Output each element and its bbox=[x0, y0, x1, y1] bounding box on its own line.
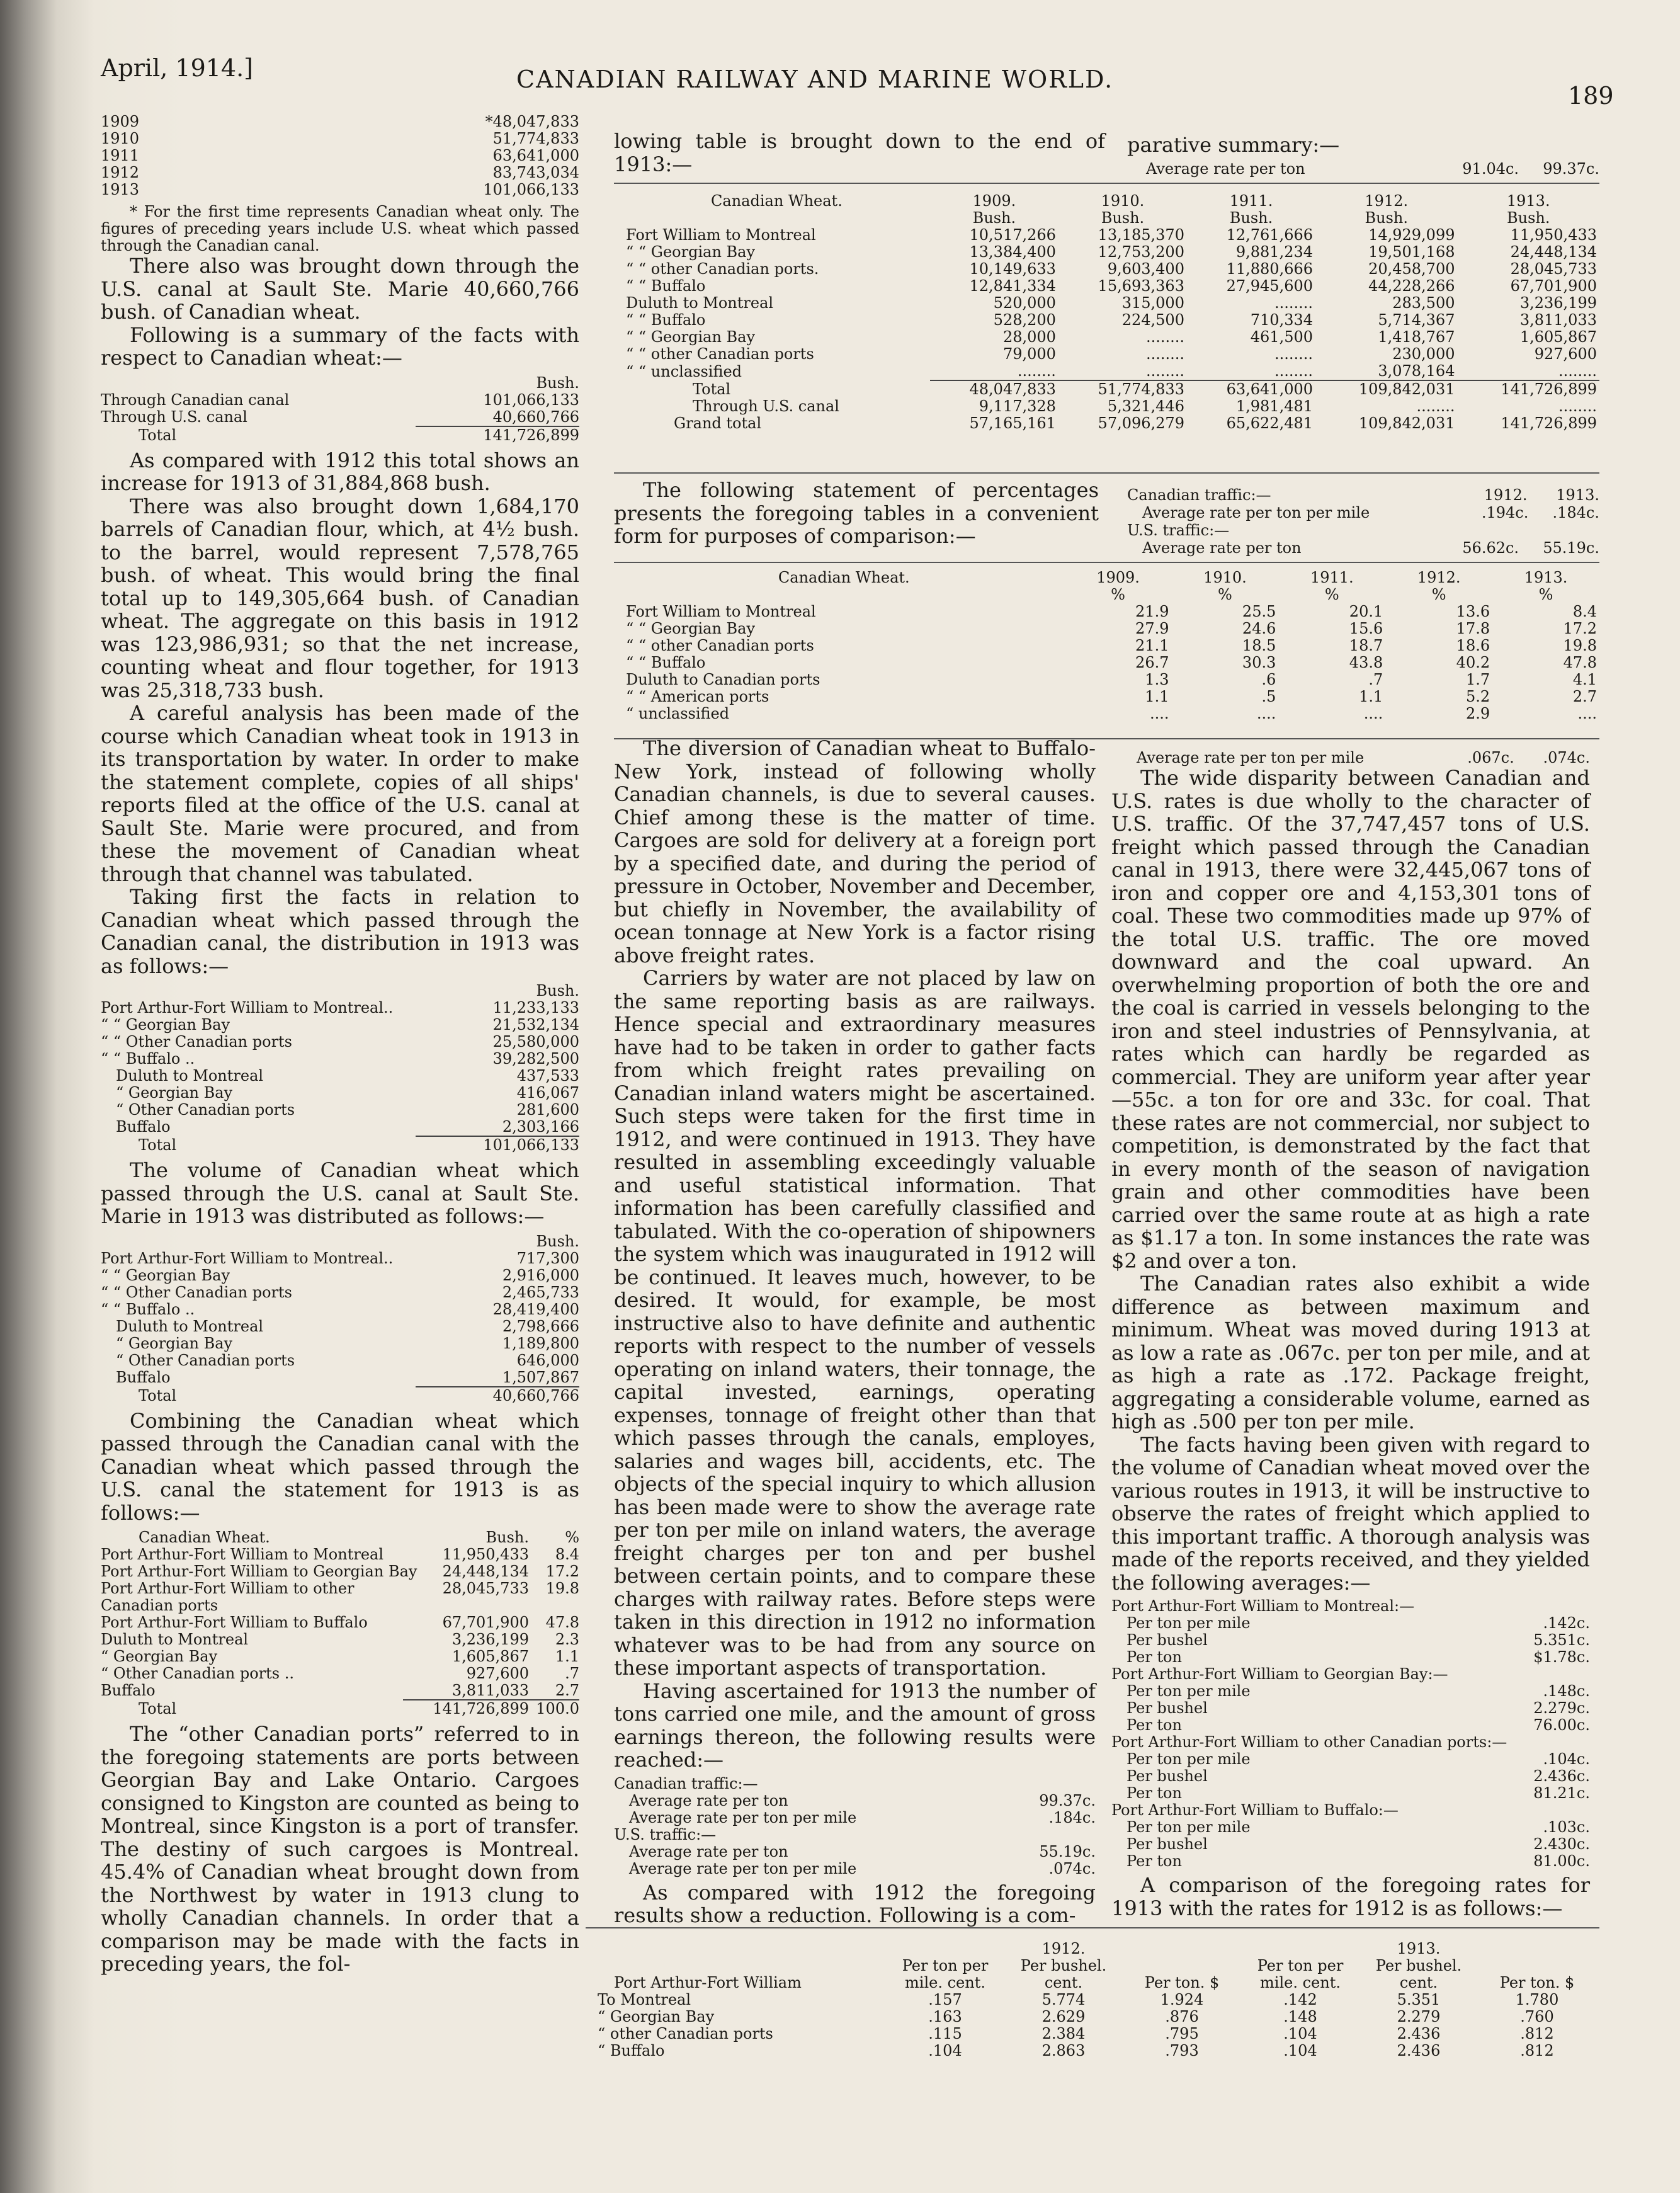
paragraph: As compared with 1912 the foregoing results show a reduction. Following is a com- bbox=[614, 1880, 1096, 1927]
header-date: April, 1914.] bbox=[101, 54, 254, 82]
table-row: “ “ other Canadian ports 79,000 ........ ........ 230,000 927,600 bbox=[626, 345, 1597, 363]
table-row: Through Canadian canal 101,066,133 bbox=[101, 390, 579, 409]
table-row: “ “ Buffalo .. 39,282,500 bbox=[101, 1050, 579, 1068]
table-row: “ “ Other Canadian ports 2,465,733 bbox=[101, 1283, 579, 1301]
summary-table bbox=[101, 375, 579, 444]
paragraph: Following is a summary of the facts with respect to Canadian wheat:— bbox=[101, 322, 579, 370]
table-row: Through U.S. canal 40,660,766 bbox=[101, 407, 579, 426]
paragraph: Having ascertained for 1913 the number of tons carried one mile, and the amount of gross earnings thereon, the following results were reached:— bbox=[614, 1678, 1096, 1772]
us-canal-table bbox=[101, 1233, 579, 1404]
route-heading: Port Arthur-Fort William to Buffalo:— bbox=[1111, 1801, 1399, 1819]
table-row: Port Arthur-Fort William to Montreal.. 717,300 bbox=[101, 1249, 579, 1267]
rate-row: Average rate per ton per mile .184c. bbox=[629, 1808, 1096, 1826]
table-row: “ “ Buffalo 528,200 224,500 710,334 5,714,367 3,811,033 bbox=[626, 311, 1597, 329]
footnote: * For the first time represents Canadian wheat only. The figures of preceding years include U.S. wheat which passed through the Canadian canal. bbox=[101, 203, 579, 254]
table-row: Duluth to Montreal 520,000 315,000 ........ 283,500 3,236,199 bbox=[626, 294, 1597, 312]
rate-row: Per ton 76.00c. bbox=[1127, 1716, 1590, 1734]
table-row: Port Arthur-Fort William to Buffalo 67,701,900 47.8 bbox=[101, 1614, 579, 1631]
total-row: Total 40,660,766 bbox=[139, 1386, 579, 1404]
table-row: Port Arthur-Fort William to Montreal 11,950,433 8.4 bbox=[101, 1546, 579, 1563]
total-row: Total 141,726,899 bbox=[139, 426, 579, 444]
rate-comparison-table bbox=[595, 1937, 1596, 2063]
paragraph: parative summary:— bbox=[1127, 133, 1340, 157]
wheat-movement-table bbox=[623, 189, 1599, 436]
table-head: Canadian Wheat. 1909. 1910. 1911. 1912. 1913. bbox=[711, 192, 1550, 210]
rate-row: Per bushel 2.436c. bbox=[1127, 1767, 1590, 1785]
page-number: 189 bbox=[1568, 82, 1614, 110]
canadian-canal-table bbox=[101, 983, 579, 1154]
table-row: “ Other Canadian ports 646,000 bbox=[116, 1351, 579, 1369]
paragraph: The facts having been given with regard to the volume of Canadian wheat moved over the various routes in 1913, it will be instructive to observe the rates of freight which applied to this important traffic. A thorough analysis was made of the reports received, and they yielded the following averages:— bbox=[1111, 1432, 1590, 1595]
table-row: “ “ Georgian Bay 13,384,400 12,753,200 9,881,234 19,501,168 24,448,134 bbox=[626, 243, 1597, 261]
route-heading: Port Arthur-Fort William to Georgian Bay:— bbox=[1111, 1665, 1448, 1683]
table-row: “ unclassified .... .... .... 2.9 .... bbox=[626, 705, 1597, 722]
year-head: 1912. 1913. bbox=[1041, 1940, 1441, 1957]
year-row: 1913 101,066,133 bbox=[101, 181, 579, 198]
total-row: Total 48,047,833 51,774,833 63,641,000 109,842,031 141,726,899 bbox=[623, 380, 1599, 398]
column-2 bbox=[614, 737, 1096, 1927]
table-row: “ “ Buffalo .. 28,419,400 bbox=[101, 1300, 579, 1318]
rate-row: Per ton per mile .142c. bbox=[1127, 1614, 1590, 1632]
table-row: Buffalo 3,811,033 2.7 bbox=[101, 1682, 579, 1699]
unit-row: Bush. Bush. Bush. Bush. Bush. bbox=[972, 209, 1550, 227]
table-row: “ “ Georgian Bay 27.9 24.6 15.6 17.8 17.2 bbox=[626, 620, 1597, 637]
paragraph: Combining the Canadian wheat which passed through the Canadian canal with the Canadian wheat which passed through the U.S. canal the statement for 1913 is as follows:— bbox=[101, 1408, 579, 1525]
table-row: Fort William to Montreal 21.9 25.5 20.1 13.6 8.4 bbox=[626, 603, 1597, 620]
table-row: “ “ Other Canadian ports 25,580,000 bbox=[101, 1033, 579, 1051]
year-row: 1910 51,774,833 bbox=[101, 130, 579, 147]
table-row: “ “ other Canadian ports 21.1 18.5 18.7 18.6 19.8 bbox=[626, 637, 1597, 654]
rate-row: Per bushel 2.279c. bbox=[1127, 1699, 1590, 1717]
rate-row: Per bushel 2.430c. bbox=[1127, 1835, 1590, 1853]
paragraph: lowing table is brought down to the end of 1913:— bbox=[614, 129, 1105, 176]
table-row: “ Other Canadian ports 281,600 bbox=[116, 1101, 579, 1119]
table-row: “ “ Georgian Bay 21,532,134 bbox=[101, 1016, 579, 1034]
table-row: To Montreal .157 5.774 1.924 .142 5.351 1.780 bbox=[598, 1991, 1559, 2008]
year-row: 1909 *48,047,833 bbox=[101, 113, 579, 130]
percentage-table bbox=[623, 566, 1599, 726]
table-row: “ Buffalo .104 2.863 .793 .104 2.436 .812 bbox=[598, 2042, 1554, 2059]
table-row: “ Other Canadian ports .. 927,600 .7 bbox=[101, 1665, 579, 1682]
table-head: Canadian Wheat. 1909. 1910. 1911. 1912. 1913. bbox=[778, 569, 1568, 586]
rate-row: Per ton 81.21c. bbox=[1127, 1784, 1590, 1802]
route-rates bbox=[1111, 1598, 1590, 1870]
paragraph: The “other Canadian ports” referred to in the foregoing statements are ports between Georgian Bay and Lake Ontario. Cargoes consigned to Kingston are counted as being to Montreal, since Kingston is a port of transfer. The destiny of such cargoes is Montreal. 45.4% of Canadian wheat brought down from the Northwest by water in 1913 clung to wholly Canadian channels. In order that a comparison may be made with the facts in preceding years, the fol- bbox=[101, 1722, 579, 1976]
avg-rate-line: Average rate per ton per mile .067c. .074c. bbox=[1137, 749, 1590, 766]
rates-mid: Canadian traffic:— 1912. 1913. Average rate per ton per mile .194c. .184c. U.S. traffic:— Average rate per ton 56.62c. 55.19c. bbox=[1127, 486, 1599, 557]
table-row: Port Arthur-Fort William to Montreal.. 11,233,133 bbox=[101, 999, 579, 1017]
table-row: “ “ Buffalo 26.7 30.3 43.8 40.2 47.8 bbox=[626, 654, 1597, 671]
year-row: 1911 63,641,000 bbox=[101, 147, 579, 164]
table-row: Buffalo 1,507,867 bbox=[116, 1368, 579, 1386]
paragraph: The following statement of percentages presents the foregoing tables in a convenient form for purposes of comparison:— bbox=[614, 478, 1099, 548]
table-row: Duluth to Montreal 3,236,199 2.3 bbox=[101, 1631, 579, 1648]
table-row: “ Georgian Bay 1,605,867 1.1 bbox=[101, 1648, 579, 1665]
unit-label: Bush. bbox=[536, 982, 579, 1000]
table-row: Buffalo 2,303,166 bbox=[116, 1118, 579, 1136]
rate-row: U.S. traffic:— bbox=[614, 1826, 717, 1843]
paragraph: Carriers by water are not placed by law on the same reporting basis as are railways. Hence special and extraordinary measures have had to be taken in order to gather facts from which freight rates prevailing on Canadian inland waters might be ascertained. Such steps were taken for the first time in 1912, and were continued in 1913. They have resulted in assembling exceedingly valuable and useful statistical information. That information has been carefully classified and tabulated. With the co-operation of shipowners the system which was inaugurated in 1912 will be continued. It leaves much, however, to be desired. It would, for example, be most instructive also to have definite and authentic reports with respect to the number of vessels operating on inland waters, their tonnage, the capital invested, earnings, operating expenses, tonnage of freight other than that which passes through the canals, employes, salaries and wages bill, accidents, etc. The objects of the special inquiry to which allusion has been made were to show the average rate per ton per mile on inland waters, the average freight charges per ton and per bushel between certain points, and to compare these charges with railway rates. Before steps were taken in this direction in 1912 no information whatever was to be had from any source on these important aspects of transportation. bbox=[614, 966, 1096, 1680]
table-row: “ Georgian Bay 1,189,800 bbox=[116, 1334, 579, 1352]
column-3 bbox=[1111, 749, 1590, 1920]
table-row: Duluth to Canadian ports 1.3 .6 .7 1.7 4.1 bbox=[626, 671, 1597, 688]
paragraph: As compared with 1912 this total shows an increase for 1913 of 31,884,868 bush. bbox=[101, 448, 579, 495]
paragraph: A careful analysis has been made of the course which Canadian wheat took in 1913 in its transportation by water. In order to make the statement complete, copies of all ships' reports filed at the office of the U.S. canal at Sault Ste. Marie were procured, and from these the movement of Canadian wheat through that channel was tabulated. bbox=[101, 701, 579, 886]
table-row: “ Georgian Bay .163 2.629 .876 .148 2.279 .760 bbox=[598, 2008, 1554, 2025]
table-row: Duluth to Montreal 2,798,666 bbox=[116, 1317, 579, 1335]
rate-row: Canadian traffic:— bbox=[614, 1775, 758, 1792]
us-row: Through U.S. canal 9,117,328 5,321,446 1,981,481 ........ ........ bbox=[693, 397, 1597, 415]
table-row: “ “ American ports 1.1 .5 1.1 5.2 2.7 bbox=[626, 688, 1597, 705]
table-row: Duluth to Montreal 437,533 bbox=[116, 1067, 579, 1085]
rate-row: Per ton per mile .103c. bbox=[1127, 1818, 1590, 1836]
rate-row: Average rate per ton 55.19c. bbox=[629, 1842, 1096, 1860]
table-row: “ “ Buffalo 12,841,334 15,693,363 27,945,600 44,228,266 67,701,900 bbox=[626, 277, 1597, 295]
table-row: Port Arthur-Fort William to Georgian Bay 24,448,134 17.2 bbox=[101, 1563, 579, 1580]
route-heading: Port Arthur-Fort William to other Canadian ports:— bbox=[1111, 1733, 1507, 1751]
avg-rate-line: Average rate per ton 91.04c. 99.37c. bbox=[1146, 159, 1599, 178]
rate-row: Average rate per ton 99.37c. bbox=[629, 1791, 1096, 1809]
paragraph: The volume of Canadian wheat which passed through the U.S. canal at Sault Ste. Marie in 1913 was distributed as follows:— bbox=[101, 1158, 579, 1228]
total-row: Total 101,066,133 bbox=[139, 1136, 579, 1154]
unit-label: Bush. bbox=[536, 1232, 579, 1250]
year-row: 1912 83,743,034 bbox=[101, 164, 579, 181]
header-title: CANADIAN RAILWAY AND MARINE WORLD. bbox=[516, 66, 1114, 93]
column-1 bbox=[101, 113, 579, 1976]
table-head: Port Arthur-Fort William Per ton per mile. cent. Per bushel. cent. Per ton. $ Per ton per mile. cent. Per bushel. cent. Per ton. $ bbox=[614, 1957, 1575, 1991]
rate-results bbox=[614, 1775, 1096, 1877]
paragraph: The Canadian rates also exhibit a wide difference as between maximum and minimum. Wheat was moved during 1913 at as low a rate as .067c. per ton per mile, and at as high a rate as .172. Package freight, aggregating a considerable volume, earned as high as .500 per ton per mile. bbox=[1111, 1272, 1590, 1433]
table-row: “ “ Georgian Bay 28,000 ........ 461,500 1,418,767 1,605,867 bbox=[626, 328, 1597, 346]
paragraph: A comparison of the foregoing rates for 1913 with the rates for 1912 is as follows:— bbox=[1111, 1873, 1590, 1920]
paragraph: Taking first the facts in relation to Canadian wheat which passed through the Canadian canal, the distribution in 1913 was as follows:— bbox=[101, 885, 579, 978]
table-row: Fort William to Montreal 10,517,266 13,185,370 12,761,666 14,929,099 11,950,433 bbox=[626, 226, 1597, 244]
paragraph: The diversion of Canadian wheat to Buffalo-New York, instead of following wholly Canadian channels, is due to several causes. Chief among these is the matter of time. Cargoes are sold for delivery at a foreign port by a specified date, and during the period of pressure in October, November and December, but chiefly in November, the availability of ocean tonnage at New York is a factor rising above freight rates. bbox=[614, 736, 1096, 967]
unit-row: % % % % % bbox=[1111, 586, 1553, 603]
yearly-totals bbox=[101, 113, 579, 198]
grand-row: Grand total 57,165,161 57,096,279 65,622,481 109,842,031 141,726,899 bbox=[674, 414, 1597, 432]
paragraph: There also was brought down through the U.S. canal at Sault Ste. Marie 40,660,766 bush. of Canadian wheat. bbox=[101, 254, 579, 324]
table-row: “ Georgian Bay 416,067 bbox=[116, 1084, 579, 1102]
table-row: “ “ unclassified ........ ........ ........ 3,078,164 ........ bbox=[626, 362, 1597, 380]
rate-row: Average rate per ton per mile .074c. bbox=[629, 1859, 1096, 1877]
unit-label: Bush. bbox=[536, 373, 579, 392]
route-heading: Port Arthur-Fort William to Montreal:— bbox=[1111, 1597, 1415, 1615]
table-row: “ “ Georgian Bay 2,916,000 bbox=[101, 1266, 579, 1284]
combined-table bbox=[101, 1529, 579, 1717]
rate-row: Per ton $1.78c. bbox=[1127, 1648, 1590, 1666]
paragraph: The wide disparity between Canadian and U.S. rates is due wholly to the character of U.S. traffic. Of the 37,747,457 tons of U.S. freight which passed through the Canadian canal in 1913, there were 32,445,067 tons of iron and copper ore and 4,153,301 tons of coal. These two commodities made up 97% of the total U.S. traffic. The ore moved downward and the coal upward. An overwhelming proportion of both the ore and the coal is carried in vessels belonging to the iron and steel industries of Pennsylvania, at rates which can hardly be regarded as commercial. They are uniform year after year—55c. a ton for ore and 33c. for coal. That these rates are not commercial, nor subject to competition, is demonstrated by the fact that in every month of the season of navigation grain and other commodities have been carried over the same route at as high a rate as $1.17 a ton. In some instances the rate was $2 and over a ton. bbox=[1111, 766, 1590, 1273]
table-head: Canadian Wheat. Bush. % bbox=[139, 1529, 579, 1546]
rate-row: Per ton 81.00c. bbox=[1127, 1852, 1590, 1870]
table-row: “ “ other Canadian ports. 10,149,633 9,603,400 11,880,666 20,458,700 28,045,733 bbox=[626, 260, 1597, 278]
rate-row: Per bushel 5.351c. bbox=[1127, 1631, 1590, 1649]
table-row: Port Arthur-Fort William to other Canadian ports 28,045,733 19.8 bbox=[101, 1580, 579, 1614]
rate-row: Per ton per mile .104c. bbox=[1127, 1750, 1590, 1768]
table-row: “ other Canadian ports .115 2.384 .795 .104 2.436 .812 bbox=[598, 2025, 1554, 2042]
paragraph: There was also brought down 1,684,170 barrels of Canadian flour, which, at 4½ bush. to the barrel, would represent 7,578,765 bush. of wheat. This would bring the final total up to 149,305,664 bush. of Canadian wheat. The aggregate on this basis in 1912 was 123,986,931; so that the net increase, counting wheat and flour together, for 1913 was 25,318,733 bush. bbox=[101, 494, 579, 702]
total-row: Total 141,726,899 100.0 bbox=[139, 1700, 579, 1717]
rate-row: Per ton per mile .148c. bbox=[1127, 1682, 1590, 1700]
